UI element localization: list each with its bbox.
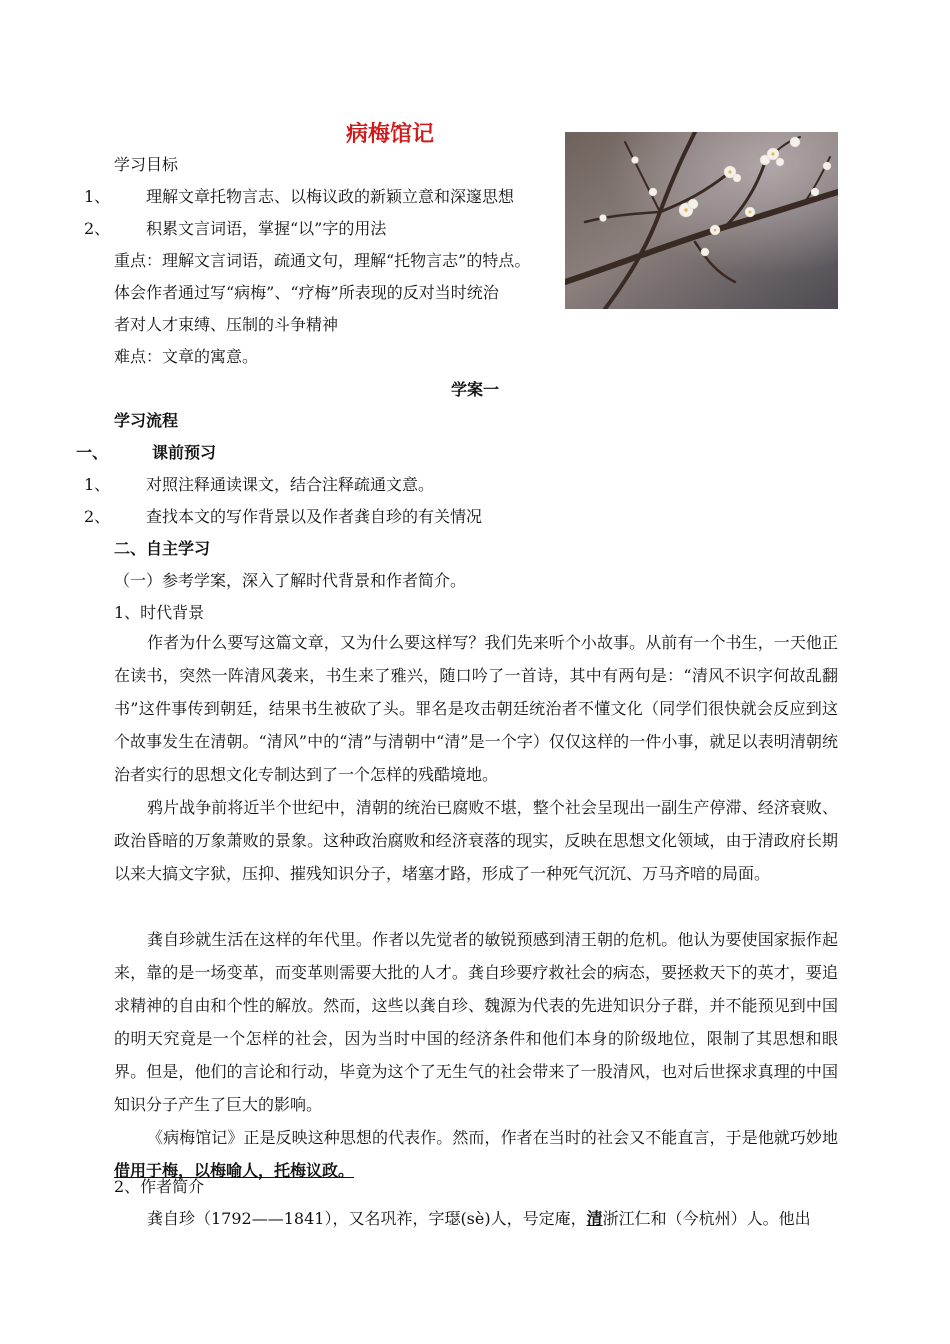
objectives-heading: 学习目标 <box>114 155 179 174</box>
page-title: 病梅馆记 <box>346 122 435 147</box>
key-points-line: 重点：理解文言词语，疏通文句，理解“托物言志”的特点。 <box>114 251 531 270</box>
prep-item-number: 2、 <box>84 507 111 526</box>
background-paragraph <box>114 1121 838 1187</box>
section-title: 课前预习 <box>152 443 217 462</box>
author-heading: 2、作者简介 <box>114 1177 205 1196</box>
flow-heading: 学习流程 <box>114 411 179 430</box>
key-points-line: 者对人才束缚、压制的斗争精神 <box>114 315 339 334</box>
difficulty-line: 难点：文章的寓意。 <box>114 347 259 366</box>
key-points-line: 体会作者通过写“病梅”、“疗梅”所表现的反对当时统治 <box>114 283 499 302</box>
paragraph-text: 浙江仁和（今杭州）人。他出 <box>602 1209 811 1228</box>
plum-blossom-icon <box>565 132 838 309</box>
emphasized-text: 借用于梅，以梅喻人，托梅议政。 <box>114 1161 355 1180</box>
section-heading: 二、自主学习 <box>114 539 211 558</box>
paragraph-text: 龚自珍（1792——1841），又名巩祚，字璱(sè)人，号定庵， <box>147 1209 587 1228</box>
prep-item-text: 对照注释通读课文，结合注释疏通文意。 <box>146 475 435 494</box>
background-paragraph: 龚自珍就生活在这样的年代里。作者以先觉者的敏锐预感到清王朝的危机。他认为要使国家振作起来，靠的是一场变革，而变革则需要大批的人才。龚自珍要疗救社会的病态，要拯救天下的英才，要追求精神的自由和个性的解放。然而，这些以龚自珍、魏源为代表的先进知识分子群，并不能预见到中国的明天究竟是一个怎样的社会，因为当时中国的经济条件和他们本身的阶级地位，限制了其思想和眼界。但是，他们的言论和行动，毕竟为这个了无生气的社会带来了一股清风，也对后世探求真理的中国知识分子产生了巨大的影响。 <box>114 930 838 1114</box>
objective-number: 2、 <box>84 219 111 238</box>
section-number: 一、 <box>76 443 109 462</box>
objective-text: 积累文言词语，掌握“以”字的用法 <box>146 219 387 238</box>
author-paragraph <box>114 1202 838 1235</box>
emphasized-text: 清 <box>586 1209 603 1228</box>
plum-blossom-photo <box>565 132 838 309</box>
objective-number: 1、 <box>84 187 111 206</box>
objective-text: 理解文章托物言志、以梅议政的新颖立意和深邃思想 <box>146 187 515 206</box>
background-heading: 1、时代背景 <box>114 603 205 622</box>
prep-item-text: 查找本文的写作背景以及作者龚自珍的有关情况 <box>146 507 483 526</box>
subsection-heading: （一）参考学案，深入了解时代背景和作者简介。 <box>114 571 467 590</box>
plan-heading: 学案一 <box>451 380 500 399</box>
paragraph-text: 《病梅馆记》正是反映这种思想的代表作。然而，作者在当时的社会又不能直言，于是他就巧妙地 <box>147 1128 838 1147</box>
prep-item-number: 1、 <box>84 475 111 494</box>
background-paragraph: 鸦片战争前将近半个世纪中，清朝的统治已腐败不堪，整个社会呈现出一副生产停滞、经济衰败、政治昏暗的万象萧败的景象。这种政治腐败和经济衰落的现实，反映在思想文化领域，由于清政府长期以来大搞文字狱，压抑、摧残知识分子，堵塞才路，形成了一种死气沉沉、万马齐喑的局面。 <box>114 798 838 883</box>
background-paragraph: 作者为什么要写这篇文章，又为什么要这样写？我们先来听个小故事。从前有一个书生，一天他正在读书，突然一阵清风袭来，书生来了雅兴，随口吟了一首诗，其中有两句是：“清风不识字何故乱翻书”这件事传到朝廷，结果书生被砍了头。罪名是攻击朝廷统治者不懂文化（同学们很快就会反应到这个故事发生在清朝。“清风”中的“清”与清朝中“清”是一个字）仅仅这样的一件小事，就足以表明清朝统治者实行的思想文化专制达到了一个怎样的残酷境地。 <box>114 633 838 784</box>
